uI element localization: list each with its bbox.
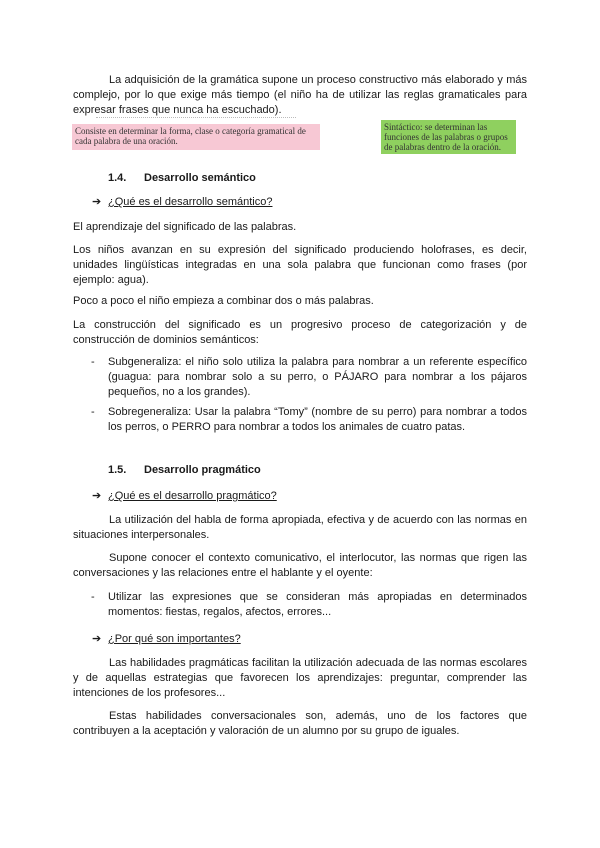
semantic-paragraph-3: Poco a poco el niño empieza a combinar dos o más palabras. bbox=[73, 295, 374, 307]
semantic-p3-block bbox=[73, 294, 527, 309]
bullet-dash: - bbox=[91, 356, 95, 368]
heading-number: 1.5. bbox=[108, 464, 127, 476]
question-text: ¿Qué es el desarrollo semántico? bbox=[108, 196, 273, 208]
intro-paragraph: La adquisición de la gramática supone un proceso constructivo más elaborado y más complejo, por lo que exige más tiempo (el niño ha de utilizar las reglas gramaticales para expresar frases que nunca ha escuchado). bbox=[73, 74, 527, 116]
bullet-text: Subgeneraliza: el niño solo utiliza la palabra para nombrar a un referente específico (guagua: para nombrar solo a su perro, o PÁJARO para nombrar a los pájaros pequeños, no a los grandes). bbox=[108, 356, 527, 398]
arrow-right-icon: ➔ bbox=[92, 196, 102, 208]
intro-block bbox=[73, 73, 527, 118]
heading-semantic bbox=[108, 171, 256, 186]
green-sticky-note: Sintáctico: se determinan las funciones de las palabras o grupos de palabras dentro de la oración. bbox=[381, 120, 516, 154]
list-item bbox=[91, 590, 527, 620]
pragmatic-p1-block bbox=[73, 513, 527, 543]
arrow-right-icon: ➔ bbox=[92, 490, 102, 502]
heading-title: Desarrollo semántico bbox=[144, 172, 256, 184]
semantic-paragraph-2: Los niños avanzan en su expresión del significado produciendo holofrases, es decir, unidades lingüísticas integradas en una sola palabra que funcionan como frases (por ejemplo: agua). bbox=[73, 244, 527, 286]
pragmatic-p2-block bbox=[73, 551, 527, 581]
question-pragmatic bbox=[92, 489, 277, 504]
pragmatic-paragraph-1: La utilización del habla de forma apropiada, efectiva y de acuerdo con las normas en situaciones interpersonales. bbox=[73, 514, 527, 541]
semantic-paragraph-4: La construcción del significado es un progresivo proceso de categorización y de construcción de dominios semánticos: bbox=[73, 319, 527, 346]
list-item bbox=[91, 355, 527, 400]
bullet-text: Utilizar las expresiones que se consideran más apropiadas en determinados momentos: fiestas, regalos, afectos, errores... bbox=[108, 591, 527, 618]
semantic-p1-block bbox=[73, 220, 527, 235]
question-importance bbox=[92, 632, 241, 647]
pragmatic-p4-block bbox=[73, 709, 527, 739]
question-text: ¿Por qué son importantes? bbox=[108, 633, 241, 645]
bullet-dash: - bbox=[91, 406, 95, 418]
question-text: ¿Qué es el desarrollo pragmático? bbox=[108, 490, 277, 502]
semantic-p2-block bbox=[73, 243, 527, 288]
question-semantic bbox=[92, 195, 272, 210]
heading-number: 1.4. bbox=[108, 172, 127, 184]
bullet-dash: - bbox=[91, 591, 95, 603]
pragmatic-paragraph-2: Supone conocer el contexto comunicativo, el interlocutor, las normas que rigen las conversaciones y las relaciones entre el hablante y el oyente: bbox=[73, 552, 527, 579]
heading-title: Desarrollo pragmático bbox=[144, 464, 261, 476]
pragmatic-paragraph-3: Las habilidades pragmáticas facilitan la utilización adecuada de las normas escolares y de aquellas estrategias que favorecen los aprendizajes: preguntar, comprender las intenciones de los profesores... bbox=[73, 657, 527, 699]
pink-sticky-note: Consiste en determinar la forma, clase o categoría gramatical de cada palabra de una oración. bbox=[72, 124, 320, 150]
heading-pragmatic bbox=[108, 463, 261, 478]
semantic-p4-block bbox=[73, 318, 527, 348]
semantic-paragraph-1: El aprendizaje del significado de las palabras. bbox=[73, 221, 297, 233]
list-item bbox=[91, 405, 527, 435]
faint-divider bbox=[96, 117, 296, 119]
arrow-right-icon: ➔ bbox=[92, 633, 102, 645]
pragmatic-p3-block bbox=[73, 656, 527, 701]
bullet-text: Sobregeneraliza: Usar la palabra “Tomy” (nombre de su perro) para nombrar a todos los perros, o PERRO para nombrar a todos los animales de cuatro patas. bbox=[108, 406, 527, 433]
pragmatic-paragraph-4: Estas habilidades conversacionales son, además, uno de los factores que contribuyen a la aceptación y valoración de un alumno por su grupo de iguales. bbox=[73, 710, 527, 737]
